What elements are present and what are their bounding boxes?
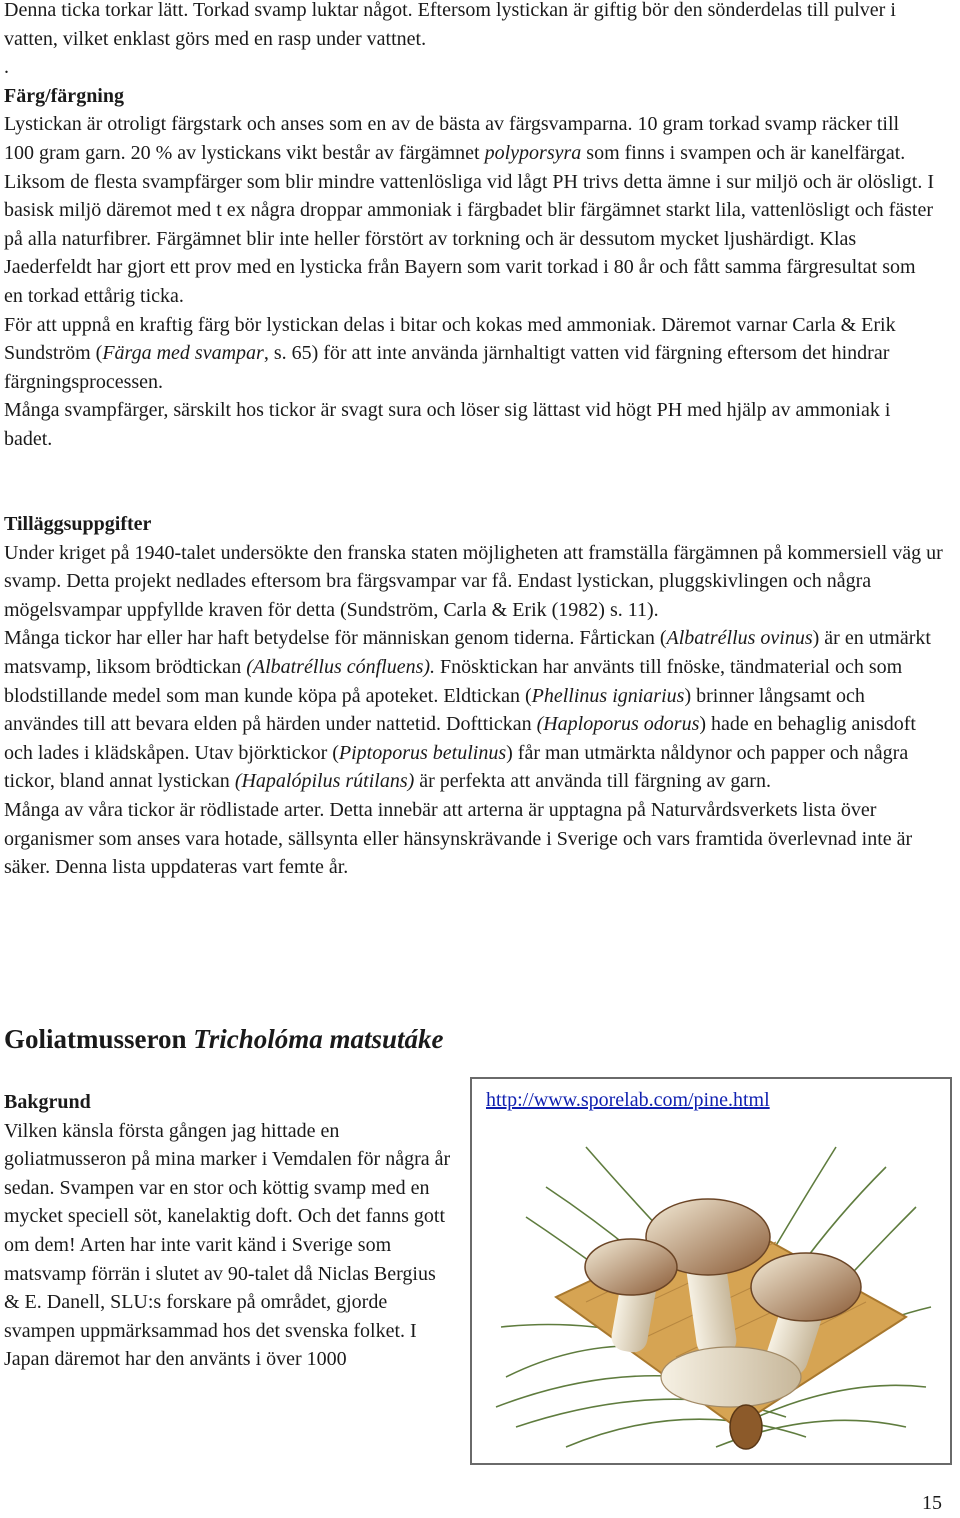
mushroom-photo bbox=[486, 1127, 938, 1457]
page-number: 15 bbox=[922, 1492, 942, 1514]
farg-paragraph-2: För att uppnå en kraftig färg bör lystickan delas i bitar och kokas med ammoniak. Däremot varnar Carla & Erik Sundström (Färga med svampar, s. 65) för att inte använda järnhaltigt vatten vid färgning eftersom det hindrar färgningsprocessen. bbox=[4, 313, 896, 393]
bakgrund-section bbox=[4, 1088, 454, 1374]
tillagg-paragraph-1: Under kriget på 1940-talet undersökte den franska staten möjligheten att framställa färgämnen på kommersiell väg ur svamp. Detta projekt nedlades eftersom bra färgsvampar var få. Endast lystickan, pluggskivlingen och några mögelsvampar uppfyllde kraven för detta (Sundström, Carla & Erik (1982) s. 11). bbox=[4, 541, 943, 621]
heading-bakgrund: Bakgrund bbox=[4, 1091, 91, 1113]
source-link[interactable]: http://www.sporelab.com/pine.html bbox=[486, 1089, 770, 1111]
mushroom-figure bbox=[470, 1077, 952, 1465]
bakgrund-paragraph: Vilken känsla första gången jag hittade en goliatmusseron på mina marker i Vemdalen för några år sedan. Svampen var en stor och köttig svamp med en mycket speciell söt, kanelaktig doft. Och det fanns gott om dem! Arten har inte varit känd i Sverige som matsvamp förrän i slutet av 90-talet då Niclas Bergius & E. Danell, SLU:s forskare på området, gjorde svampen uppmärksammad hos det svenska folket. I Japan däremot har den använts i över 1000 bbox=[4, 1119, 451, 1371]
section-title: Goliatmusseron Tricholóma matsutáke bbox=[4, 1024, 444, 1054]
tillagg-section bbox=[4, 510, 944, 882]
heading-farg: Färg/färgning bbox=[4, 84, 124, 107]
farg-paragraph-3: Många svampfärger, särskilt hos tickor är svagt sura och löser sig lättast vid högt PH med hjälp av ammoniak i badet. bbox=[4, 399, 891, 450]
dot-line: . bbox=[4, 56, 9, 79]
intro-section bbox=[4, 0, 934, 454]
farg-paragraph-1: Lystickan är otroligt färgstark och anses som en av de bästa av färgsvamparna. 10 gram torkad svamp räcker till 100 gram garn. 20 % av lystickans vikt består av färgämnet polyporsyra som finns i svampen och är kanelfärgat. Liksom de flesta svampfärger som blir mindre vattenlösliga vid lågt PH trivs detta ämne i sur miljö och är olösligt. I basisk miljö däremot med t ex några droppar ammoniak i färgbadet blir färgämnet starkt lila, vattenlösligt och fäster på alla naturfibrer. Färgämnet blir inte heller förstört av torkning och är dessutom mycket ljushärdigt. Klas Jaederfeldt har gjort ett prov med en lysticka från Bayern som varit torkad i 80 år och fått samma färgresultat som en torkad ettårig ticka. bbox=[4, 113, 935, 307]
intro-paragraph: Denna ticka torkar lätt. Torkad svamp luktar något. Eftersom lystickan är giftig bör den sönderdelas till pulver i vatten, vilket enklast görs med en rasp under vattnet. bbox=[4, 0, 896, 50]
tillagg-paragraph-3: Många av våra tickor är rödlistade arter. Detta innebär att arterna är upptagna på Naturvårdsverkets lista över organismer som anses vara hotade, sällsynta eller hänsynskrävande i Sverige och vars framtida överlevnad inte är säker. Denna lista uppdateras vart femte år. bbox=[4, 798, 913, 879]
heading-tillagg: Tilläggsuppgifter bbox=[4, 513, 152, 535]
tillagg-paragraph-2: Många tickor har eller har haft betydelse för människan genom tiderna. Fårtickan (Albatréllus ovinus) är en utmärkt matsvamp, liksom brödtickan (Albatréllus cónfluens). Fnösktickan har använts till fnöske, tändmaterial och som blodstillande medel som man kunde köpa på apoteket. Eldtickan (Phellinus igniarius) brinner långsamt och användes till att bevara elden på härden under nattetid. Dofttickan (Haploporus odorus) hade en behaglig anisdoft och lades i klädskåpen. Utav björktickor (Piptoporus betulinus) får man utmärkta nåldynor och papper och några tickor, bland annat lystickan (Hapalópilus rútilans) är perfekta att använda till färgning av garn. bbox=[4, 627, 931, 793]
